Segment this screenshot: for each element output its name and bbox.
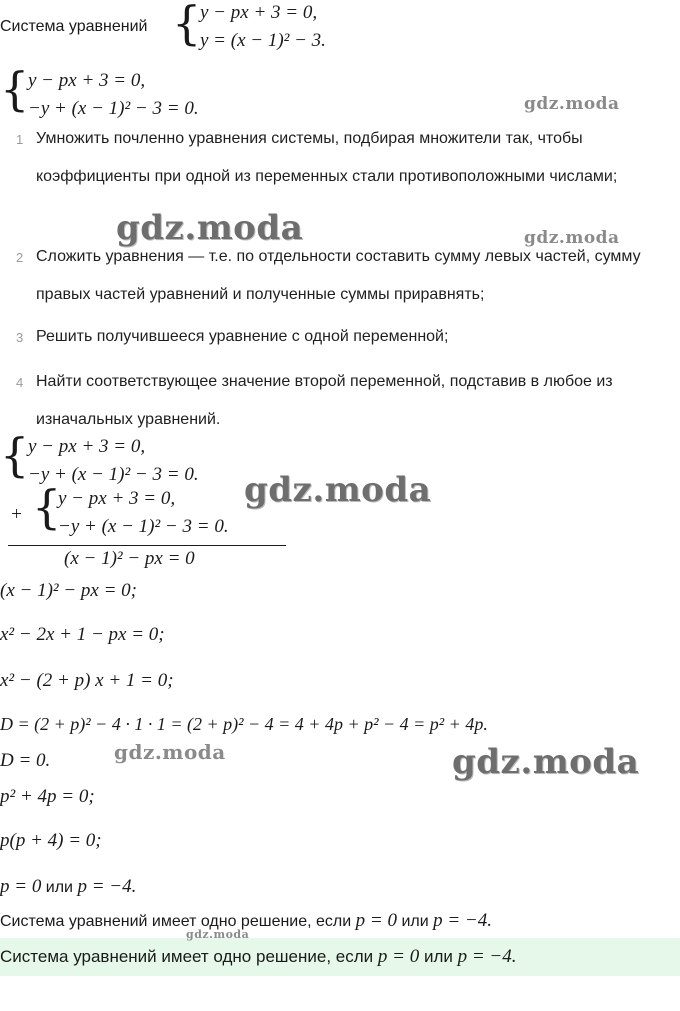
list-item-step-3 [0,318,680,356]
step-text: Решить получившееся уравнение с одной переменной; [36,328,449,345]
addition-eq1: y − px + 3 = 0, [58,488,176,509]
or-word: или [45,879,73,896]
step-number: 1 [16,132,24,147]
step-text: Умножить почленно уравнения системы, подбирая множители так, чтобы коэффициенты при одной из переменных стали противоположными числами; [36,130,618,185]
step-text: Найти соответствующее значение второй переменной, подставив в любое из изначальных уравнений. [36,373,613,428]
discriminant-line: D = (2 + p)² − 4 · 1 · 1 = (2 + p)² − 4 = 4 + 4p + p² − 4 = p² + 4p. [0,714,488,734]
root-p2: p = −4. [77,876,137,897]
addition-system-eq1: y − px + 3 = 0, [28,436,146,457]
watermark: gdz.moda [524,228,620,248]
watermark: gdz.moda [116,208,304,248]
or-word: или [423,947,453,966]
rewritten-eq1: y − px + 3 = 0, [28,70,146,91]
problem-eq2: y = (x − 1)² − 3. [200,30,326,51]
root-p1: p = 0 [0,876,42,897]
addition-eq2: −y + (x − 1)² − 3 = 0. [58,516,229,537]
system-brace: { [0,62,30,116]
watermark: gdz.moda [244,470,432,510]
solution-line: p(p + 4) = 0; [0,830,102,851]
watermark: gdz.moda [524,94,620,114]
system-brace: { [32,480,62,534]
conclusion-text: Система уравнений имеет одно решение, если [0,913,352,930]
solution-line: x² − (2 + p) x + 1 = 0; [0,670,174,691]
problem-eq1: y − px + 3 = 0, [200,2,318,23]
answer-box [0,938,680,976]
discriminant-zero: D = 0. [0,750,51,771]
watermark: gdz.moda [114,740,226,764]
answer-line [0,946,517,968]
solution-line: p² + 4p = 0; [0,786,95,807]
step-number: 3 [16,330,24,345]
answer-p1: p = 0 [377,946,420,967]
list-item-step-4 [0,363,680,439]
step-number: 2 [16,250,24,265]
answer-p2: p = −4. [457,946,517,967]
sum-line [8,545,286,546]
plus-sign: + [10,504,23,525]
system-brace: { [0,428,30,482]
addition-sum: (x − 1)² − px = 0 [64,548,195,569]
conclusion-p2: p = −4. [433,910,493,931]
list-item-step-1 [0,120,680,230]
watermark: gdz.moda [186,928,250,941]
or-word: или [401,913,429,930]
rewritten-eq2: −y + (x − 1)² − 3 = 0. [28,98,199,119]
list-item-step-2 [0,238,680,314]
step-text: Сложить уравнения — т.е. по отдельности составить сумму левых частей, сумму правых частей уравнений и полученные суммы приравнять; [36,248,641,303]
addition-system-eq2: −y + (x − 1)² − 3 = 0. [28,464,199,485]
roots-line [0,876,136,898]
problem-intro: Система уравнений [0,18,148,35]
solution-line: x² − 2x + 1 − px = 0; [0,624,165,645]
watermark: gdz.moda [452,742,640,782]
conclusion-p1: p = 0 [355,910,397,931]
solution-line: (x − 1)² − px = 0; [0,580,138,601]
answer-text: Система уравнений имеет одно решение, если [0,947,374,966]
system-brace: { [172,0,202,50]
step-number: 4 [16,375,24,390]
